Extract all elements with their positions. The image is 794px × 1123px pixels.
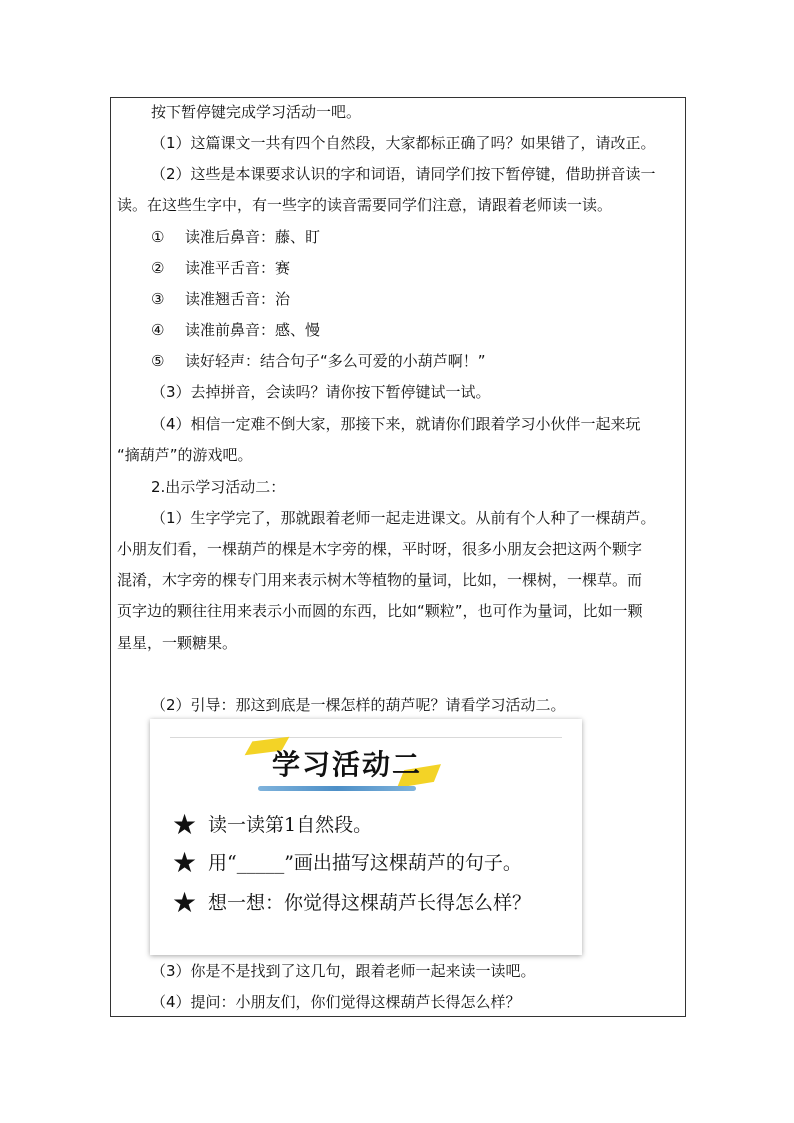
reading-item	[151, 227, 320, 247]
activity-2-para-line: 星星，一颗糖果。	[117, 634, 238, 652]
intro-line: 按下暂停键完成学习活动一吧。	[151, 103, 362, 121]
step-1-line: （1）这篇课文一共有四个自然段，大家都标正确了吗？如果错了，请改正。	[151, 134, 656, 152]
star-icon: ★	[172, 808, 198, 841]
step-3-line: （3）去掉拼音，会读吗？请你按下暂停键试一试。	[151, 383, 491, 401]
step-2-line: （2）这些是本课要求认识的字和词语，请同学们按下暂停键，借助拼音读一	[151, 165, 656, 183]
step-2-line-cont: 读。在这些生字中，有一些字的读音需要同学们注意，请跟着老师读一读。	[117, 196, 613, 214]
item-number: ②	[151, 259, 165, 277]
step-4-line: （4）相信一定难不倒大家，那接下来，就请你们跟着学习小伙伴一起来玩	[151, 415, 641, 433]
reading-item	[151, 258, 290, 278]
slide-title: 学习活动二	[272, 748, 423, 781]
reading-item	[151, 351, 486, 371]
reading-item	[151, 320, 320, 340]
activity-2-para-line: 混淆，木字旁的棵专门用来表示树木等植物的量词，比如，一棵树，一棵草。而	[117, 571, 643, 589]
activity-2-para-line: 小朋友们看，一棵葫芦的棵是木字旁的棵，平时呀，很多小朋友会把这两个颗字	[117, 540, 643, 558]
star-icon: ★	[172, 846, 198, 879]
item-text: 读准后鼻音：藤、盯	[185, 228, 321, 246]
step-3-read-line: （3）你是不是找到了这几句，跟着老师一起来读一读吧。	[151, 962, 536, 980]
task-text: 读一读第1自然段。	[208, 814, 373, 836]
slide-task-item	[172, 846, 522, 879]
slide-task-item	[172, 886, 532, 919]
title-underline	[258, 786, 416, 791]
task-text: 想一想：你觉得这棵葫芦长得怎么样？	[208, 892, 532, 914]
question-line: （4）提问：小朋友们，你们觉得这棵葫芦长得怎么样？	[151, 993, 521, 1011]
activity-slide-image	[150, 719, 582, 955]
item-number: ③	[151, 290, 165, 308]
item-text: 读准翘舌音：治	[185, 290, 291, 308]
step-4-line-cont: “摘葫芦”的游戏吧。	[117, 446, 253, 464]
task-text: 用“_____”画出描写这棵葫芦的句子。	[208, 852, 522, 874]
activity-2-para-line: （1）生字学完了，那就跟着老师一起走进课文。从前有个人种了一棵葫芦。	[151, 509, 656, 527]
guide-line: （2）引导：那这到底是一棵怎样的葫芦呢？请看学习活动二。	[151, 696, 566, 714]
slide-task-item	[172, 808, 373, 841]
item-number: ④	[151, 321, 165, 339]
item-number: ⑤	[151, 352, 165, 370]
item-number: ①	[151, 228, 165, 246]
star-icon: ★	[172, 886, 198, 919]
item-text: 读准前鼻音：感、慢	[185, 321, 321, 339]
reading-item	[151, 289, 290, 309]
item-text: 读好轻声：结合句子“多么可爱的小葫芦啊！”	[185, 352, 486, 370]
item-text: 读准平舌音：赛	[185, 259, 291, 277]
activity-2-para-line: 页字边的颗往往用来表示小而圆的东西，比如“颗粒”，也可作为量词，比如一颗	[117, 602, 643, 620]
activity-2-heading: 2.出示学习活动二：	[151, 478, 286, 496]
slide-divider	[170, 737, 562, 738]
